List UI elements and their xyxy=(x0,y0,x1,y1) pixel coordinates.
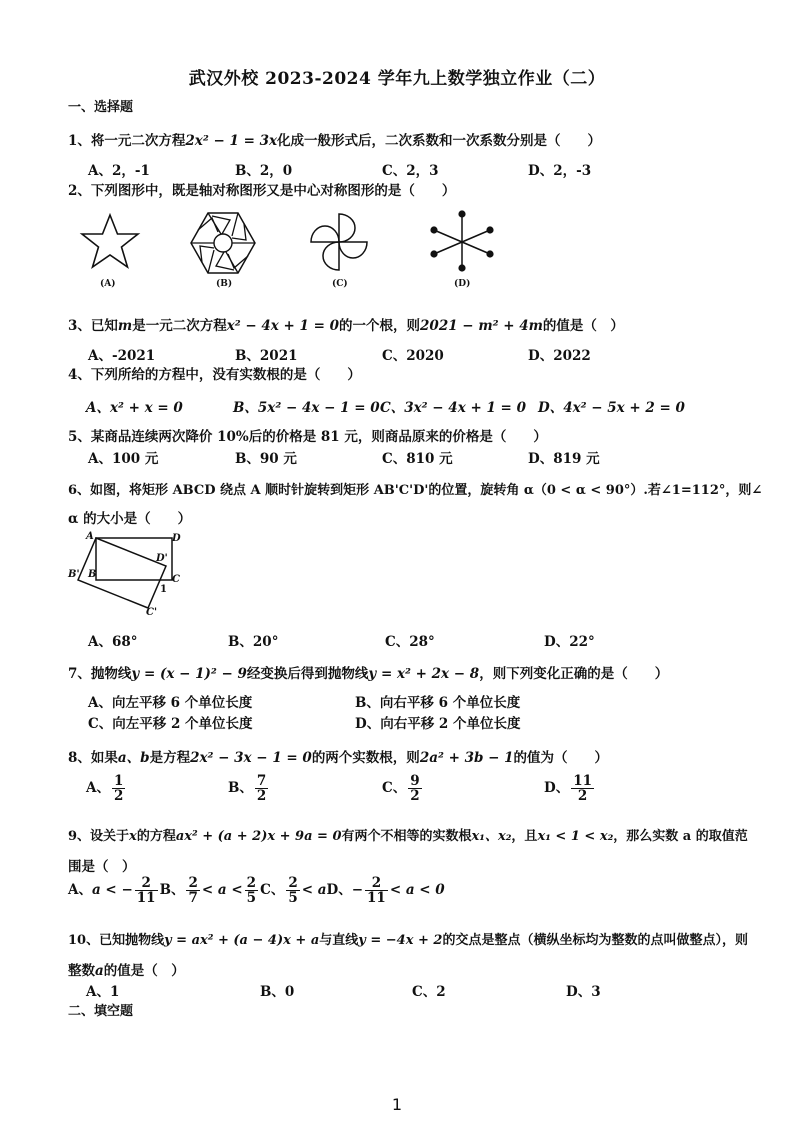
section-fill-heading: 二、填空题 xyxy=(68,1004,134,1019)
label-C-prime: C' xyxy=(146,607,158,618)
page-number: 1 xyxy=(391,1095,403,1114)
q1-option-a[interactable]: A、2，-1 xyxy=(88,163,150,179)
question-9-line-2: 围是（ ） xyxy=(68,859,136,875)
figure-caption-a: (A) xyxy=(100,279,116,289)
question-8: 8、如果a、b是方程2x² − 3x − 1 = 0的两个实数根，则2a² + 3b − 1的值为（ ） xyxy=(68,750,609,766)
label-D-prime: D' xyxy=(156,553,168,564)
q3-expression: 2021 − m² + 4m xyxy=(420,318,543,334)
q7-equation-1: y = (x − 1)² − 9 xyxy=(131,666,247,682)
q9-option-d[interactable]: D、− $\frac{2}{11}$ < a < 0 xyxy=(326,875,445,907)
section-choice-heading: 一、选择题 xyxy=(68,100,134,115)
q8-equation: 2x² − 3x − 1 = 0 xyxy=(190,750,312,766)
figure-caption-b: (B) xyxy=(216,279,233,289)
q10-line: y = −4x + 2 xyxy=(358,933,443,948)
hexagon-pinwheel-icon[interactable] xyxy=(188,210,258,276)
q1-option-b[interactable]: B、2，0 xyxy=(235,163,293,179)
q9-equation: ax² + (a + 2)x + 9a = 0 xyxy=(175,829,342,844)
q1-equation: 2x² − 1 = 3x xyxy=(185,133,278,149)
question-5: 5、某商品连续两次降价 10%后的价格是 81 元，则商品原来的价格是（ ） xyxy=(68,429,547,445)
q9-option-b[interactable]: B、 $\frac{2}{7}$ < a < $\frac{2}{5}$ xyxy=(159,875,257,907)
star-shape-icon[interactable] xyxy=(78,213,142,269)
q8-expression: 2a² + 3b − 1 xyxy=(419,750,514,766)
q7-equation-2: y = x² + 2x − 8 xyxy=(368,666,480,682)
q5-option-c[interactable]: C、810 元 xyxy=(382,451,453,467)
pinwheel-fan-icon[interactable] xyxy=(306,210,372,274)
q7-option-a[interactable]: A、向左平移 6 个单位长度 xyxy=(88,695,253,711)
question-6-line-2: α 的大小是（ ） xyxy=(68,511,192,527)
label-D: D xyxy=(172,533,181,544)
q7-option-c[interactable]: C、向左平移 2 个单位长度 xyxy=(88,716,253,732)
q6-option-a[interactable]: A、68° xyxy=(88,634,138,650)
q4-option-d[interactable]: D、4x² − 5x + 2 = 0 xyxy=(538,400,685,416)
q9-option-c[interactable]: C、 $\frac{2}{5}$ < a xyxy=(260,875,327,907)
q3-option-b[interactable]: B、2021 xyxy=(235,348,298,364)
q3-option-a[interactable]: A、-2021 xyxy=(88,348,156,364)
question-1: 1、将一元二次方程2x² − 1 = 3x化成一般形式后，二次系数和一次系数分别是（ ） xyxy=(68,133,602,149)
question-7: 7、抛物线y = (x − 1)² − 9经变换后得到抛物线y = x² + 2x − 8，则下列变化正确的是（ ） xyxy=(68,666,669,682)
q1-option-d[interactable]: D、2，-3 xyxy=(528,163,592,179)
question-9-line-1: 9、设关于x的方程ax² + (a + 2)x + 9a = 0有两个不相等的实数根x₁、x₂，且x₁ < 1 < x₂，那么实数 a 的取值范 xyxy=(68,829,748,844)
q8-option-c[interactable]: C、 $\frac{9}{2}$ xyxy=(382,773,420,805)
q7-option-d[interactable]: D、向右平移 2 个单位长度 xyxy=(355,716,521,732)
label-angle-1: 1 xyxy=(160,584,167,595)
q10-parabola: y = ax² + (a − 4)x + a xyxy=(164,933,320,948)
q7-option-b[interactable]: B、向右平移 6 个单位长度 xyxy=(355,695,521,711)
q6-option-d[interactable]: D、22° xyxy=(544,634,595,650)
q4-option-c[interactable]: C、3x² − 4x + 1 = 0 xyxy=(380,400,526,416)
q8-option-b[interactable]: B、 $\frac{7}{2}$ xyxy=(228,773,267,805)
q9-option-a[interactable]: A、a < − $\frac{2}{11}$ xyxy=(68,875,156,907)
q10-option-b[interactable]: B、0 xyxy=(260,984,295,1000)
question-2: 2、下列图形中，既是轴对称图形又是中心对称图形的是（ ） xyxy=(68,183,456,199)
q3-equation: x² − 4x + 1 = 0 xyxy=(226,318,340,334)
label-A: A xyxy=(86,531,94,542)
q9-options-row xyxy=(68,876,445,905)
q5-option-b[interactable]: B、90 元 xyxy=(235,451,297,467)
q1-option-c[interactable]: C、2，3 xyxy=(382,163,439,179)
q10-option-c[interactable]: C、2 xyxy=(412,984,446,1000)
question-3: 3、已知m是一元二次方程x² − 4x + 1 = 0的一个根，则2021 − m² + 4m的值是（ ） xyxy=(68,318,624,334)
q6-option-c[interactable]: C、28° xyxy=(385,634,435,650)
question-6-line-1: 6、如图，将矩形 ABCD 绕点 A 顺时针旋转到矩形 AB'C'D'的位置，旋转角 α（0 < α < 90°）.若∠1=112°，则∠ xyxy=(68,483,763,498)
q4-option-a[interactable]: A、x² + x = 0 xyxy=(86,400,183,416)
question-10-line-2: 整数a的值是（ ） xyxy=(68,963,185,979)
q3-option-c[interactable]: C、2020 xyxy=(382,348,444,364)
q8-option-a[interactable]: A、 $\frac{1}{2}$ xyxy=(86,773,124,805)
question-4: 4、下列所给的方程中，没有实数根的是（ ） xyxy=(68,367,361,383)
figure-caption-d: (D) xyxy=(454,279,471,289)
q4-option-b[interactable]: B、5x² − 4x − 1 = 0 xyxy=(233,400,380,416)
q6-option-b[interactable]: B、20° xyxy=(228,634,279,650)
six-spoke-dots-icon[interactable] xyxy=(426,208,498,276)
label-C: C xyxy=(172,574,180,585)
q8-option-d[interactable]: D、 $\frac{11}{2}$ xyxy=(544,773,593,805)
q3-option-d[interactable]: D、2022 xyxy=(528,348,591,364)
question-10-line-1: 10、已知抛物线y = ax² + (a − 4)x + a与直线y = −4x + 2的交点是整点（横纵坐标均为整数的点叫做整点），则 xyxy=(68,933,748,948)
page-title: 武汉外校 2023-2024 学年九上数学独立作业（二） xyxy=(188,69,606,89)
label-B: B xyxy=(88,569,97,580)
figure-caption-c: (C) xyxy=(332,279,348,289)
label-B-prime: B' xyxy=(68,569,80,580)
q10-option-d[interactable]: D、3 xyxy=(566,984,601,1000)
q5-option-a[interactable]: A、100 元 xyxy=(88,451,159,467)
q10-option-a[interactable]: A、1 xyxy=(86,984,120,1000)
q5-option-d[interactable]: D、819 元 xyxy=(528,451,600,467)
